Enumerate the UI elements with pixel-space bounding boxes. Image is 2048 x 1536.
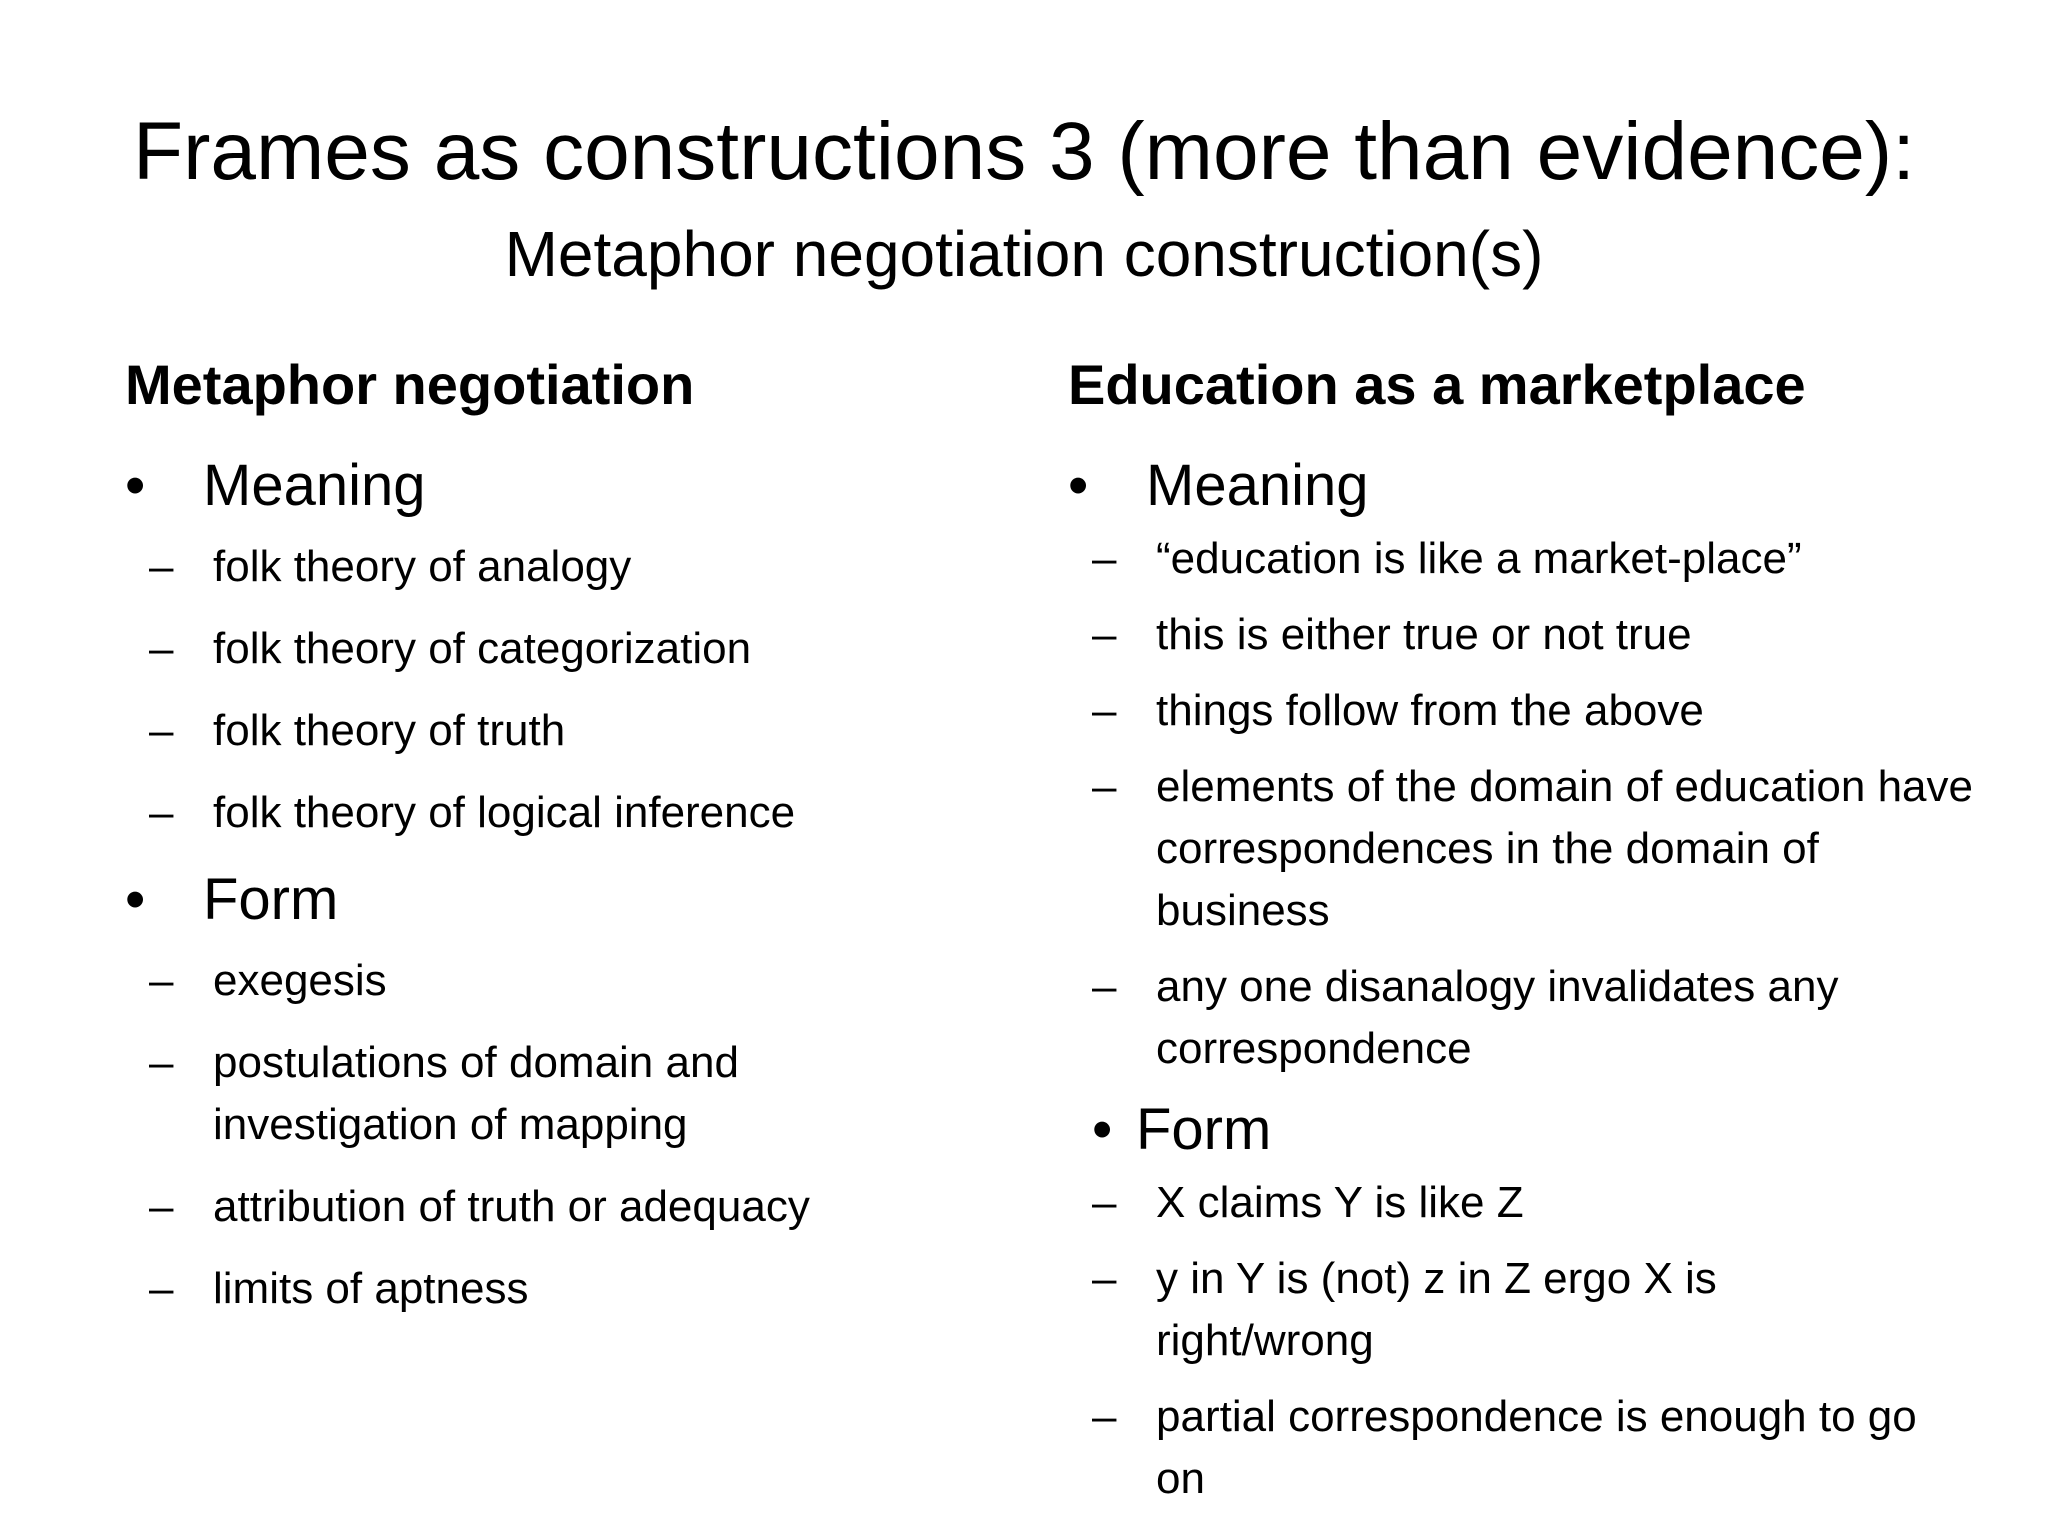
bullet-icon: • <box>125 453 146 518</box>
dash-icon: – <box>149 1264 174 1313</box>
dash-icon: – <box>149 542 174 591</box>
left-column-heading: Metaphor negotiation <box>125 353 695 416</box>
dash-icon: – <box>1092 1392 1117 1441</box>
list-item: – exegesis <box>125 950 1005 1012</box>
left-meaning-bullet <box>125 450 1005 522</box>
dash-icon: – <box>149 624 174 673</box>
dash-icon: – <box>149 788 174 837</box>
list-item: – X claims Y is like Z <box>1068 1172 2028 1234</box>
list-item: – things follow from the above <box>1068 680 2028 742</box>
list-item: – partial correspondence is enough to go on <box>1068 1386 1976 1510</box>
left-form-list <box>125 950 1005 1320</box>
bullet-icon: • <box>1092 1097 1113 1162</box>
dash-icon: – <box>1092 534 1117 583</box>
right-column-heading: Education as a marketplace <box>1068 353 1806 416</box>
left-form-label: Form <box>203 867 339 932</box>
list-item: – any one disanalogy invalidates any correspondence <box>1068 956 1916 1080</box>
dash-icon: – <box>149 706 174 755</box>
dash-icon: – <box>1092 962 1117 1011</box>
list-item: – limits of aptness <box>125 1258 1005 1320</box>
bullet-icon: • <box>125 867 146 932</box>
list-item: – elements of the domain of education have correspondences in the domain of business <box>1068 756 1976 942</box>
list-item: – postulations of domain and investigation of mapping <box>125 1032 953 1156</box>
dash-icon: – <box>1092 1178 1117 1227</box>
right-form-bullet <box>1068 1094 2028 1166</box>
dash-icon: – <box>149 956 174 1005</box>
dash-icon: – <box>1092 762 1117 811</box>
left-form-bullet <box>125 864 1005 936</box>
list-item: – folk theory of logical inference <box>125 782 1005 844</box>
bullet-icon: • <box>1068 453 1089 518</box>
slide-title: Frames as constructions 3 (more than evidence): <box>133 106 1915 197</box>
left-meaning-label: Meaning <box>203 453 426 518</box>
list-item: – “education is like a market-place” <box>1068 528 2028 590</box>
right-meaning-list <box>1068 528 2028 1080</box>
list-item: – folk theory of categorization <box>125 618 1005 680</box>
list-item: – folk theory of truth <box>125 700 1005 762</box>
list-item: – y in Y is (not) z in Z ergo X is right/wrong <box>1068 1248 1916 1372</box>
list-item: – folk theory of analogy <box>125 536 1005 598</box>
dash-icon: – <box>149 1182 174 1231</box>
right-form-list <box>1068 1172 2028 1510</box>
right-meaning-label: Meaning <box>1146 453 1369 518</box>
list-item: – this is either true or not true <box>1068 604 2028 666</box>
list-item: – attribution of truth or adequacy <box>125 1176 1005 1238</box>
right-column <box>1068 350 2028 1524</box>
left-column <box>125 350 1005 1340</box>
dash-icon: – <box>1092 610 1117 659</box>
right-form-label: Form <box>1136 1097 1272 1162</box>
left-meaning-list <box>125 536 1005 844</box>
slide-subtitle: Metaphor negotiation construction(s) <box>504 218 1544 290</box>
dash-icon: – <box>1092 686 1117 735</box>
dash-icon: – <box>1092 1254 1117 1303</box>
right-meaning-bullet <box>1068 450 2028 522</box>
dash-icon: – <box>149 1038 174 1087</box>
